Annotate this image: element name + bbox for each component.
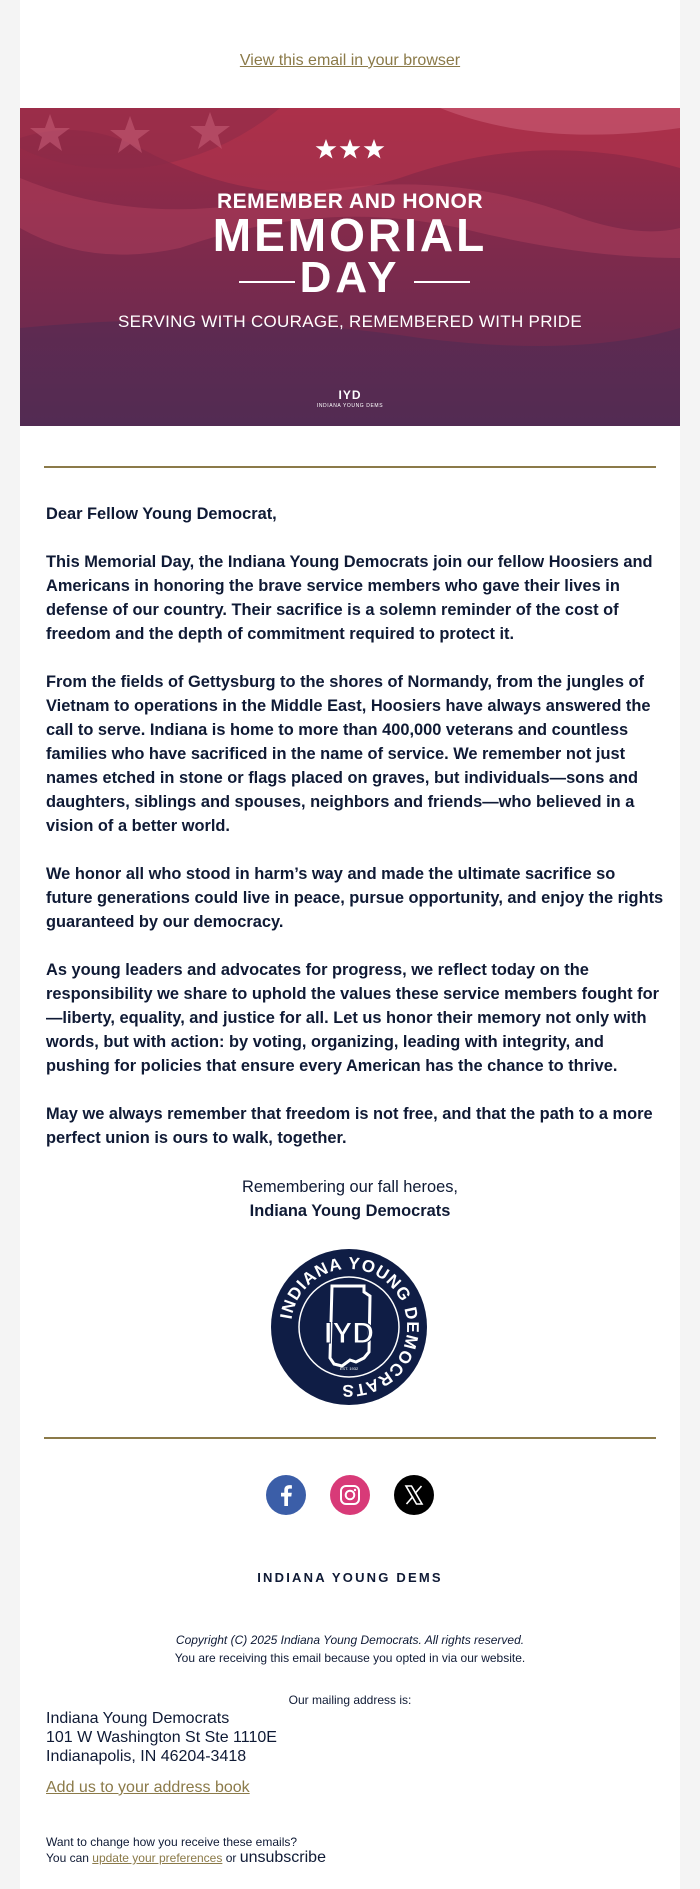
greeting: Dear Fellow Young Democrat, (46, 505, 277, 523)
signature: Indiana Young Democrats (249, 1202, 451, 1220)
three-stars-icon (20, 138, 680, 167)
or-text: or (222, 1851, 240, 1865)
add-to-address-book-link[interactable]: Add us to your address book (46, 1779, 250, 1796)
paragraph-1: This Memorial Day, the Indiana Young Democrats join our fellow Hoosiers and Americans in honoring the brave service members who gave their lives in defense of our country. Their sacrifice is a solemn reminder of the cost of freedom and the depth of commitment required to protect it. (46, 553, 653, 643)
social-links (20, 1475, 680, 1515)
seal-ring-text: INDIANA YOUNG DEMOCRATS (276, 1253, 423, 1401)
hero-title-day: DAY (299, 253, 401, 302)
letter-body (46, 502, 664, 1174)
address-line-3: Indianapolis, IN 46204-3418 (46, 1748, 247, 1765)
iyd-mini-logo (20, 388, 680, 409)
iyd-seal-logo (270, 1248, 428, 1406)
view-in-browser-link[interactable]: View this email in your browser (239, 52, 461, 69)
instagram-icon[interactable] (330, 1475, 370, 1515)
paragraph-3: We honor all who stood in harm’s way and made the ultimate sacrifice so future generations could live in peace, pursue opportunity, and enjoy the rights guaranteed by our democracy. (46, 865, 664, 931)
you-can-text: You can (46, 1851, 93, 1865)
unsubscribe-link[interactable]: unsubscribe (239, 1849, 326, 1866)
hero-title-memorial: MEMORIAL (212, 209, 488, 261)
paragraph-5: May we always remember that freedom is not free, and that the path to a more perfect union is ours to walk, together. (46, 1105, 653, 1147)
email-preferences (46, 1835, 326, 1866)
hero-rule-right (414, 281, 470, 283)
hero-tagline: SERVING WITH COURAGE, REMEMBERED WITH PRIDE (117, 312, 583, 331)
seal-est: EST. 1932 (339, 1366, 359, 1371)
facebook-icon[interactable] (266, 1475, 306, 1515)
mailing-address (46, 1709, 277, 1766)
preferences-line (46, 1850, 326, 1866)
copyright: Copyright (C) 2025 Indiana Young Democrats. All rights reserved. (175, 1633, 525, 1647)
address-line-2: 101 W Washington St Ste 1110E (46, 1729, 277, 1746)
mailing-address-label: Our mailing address is: (288, 1693, 412, 1707)
update-preferences-link[interactable]: update your preferences (92, 1851, 223, 1865)
mini-logo-monogram: IYD (338, 388, 362, 402)
memorial-day-banner (20, 108, 680, 426)
x-icon[interactable] (394, 1475, 434, 1515)
paragraph-4: As young leaders and advocates for progress, we reflect today on the responsibility we share to uphold the values these service members fought for—liberty, equality, and justice for all. Let us honor their memory not only with words, but with action: by voting, organizing, leading with integrity, and pushing for policies that ensure every American has the chance to thrive. (46, 961, 659, 1075)
closing (20, 1175, 680, 1223)
mini-logo-subtitle: INDIANA YOUNG DEMS (316, 403, 384, 409)
change-prompt: Want to change how you receive these emails? (46, 1835, 298, 1849)
top-divider (44, 466, 656, 468)
paragraph-2: From the fields of Gettysburg to the shores of Normandy, from the jungles of Vietnam to operations in the Middle East, Hoosiers have always answered the call to serve. Indiana is home to more than 400,000 veterans and countless families who have sacrificed in the name of service. We remember not just names etched in stone or flags placed on graves, but individuals—sons and daughters, siblings and spouses, neighbors and friends—who believed in a vision of a better world. (46, 673, 651, 835)
email-page (20, 0, 680, 1889)
bottom-divider (44, 1437, 656, 1439)
address-line-1: Indiana Young Democrats (46, 1710, 230, 1727)
hero-kicker: REMEMBER AND HONOR (216, 190, 484, 213)
opted-in-note: You are receiving this email because you opted in via our website. (174, 1651, 526, 1665)
footer-wordmark: INDIANA YOUNG DEMS (257, 1570, 443, 1585)
seal-monogram: IYD (323, 1317, 375, 1350)
signoff: Remembering our fall heroes, (242, 1178, 458, 1196)
